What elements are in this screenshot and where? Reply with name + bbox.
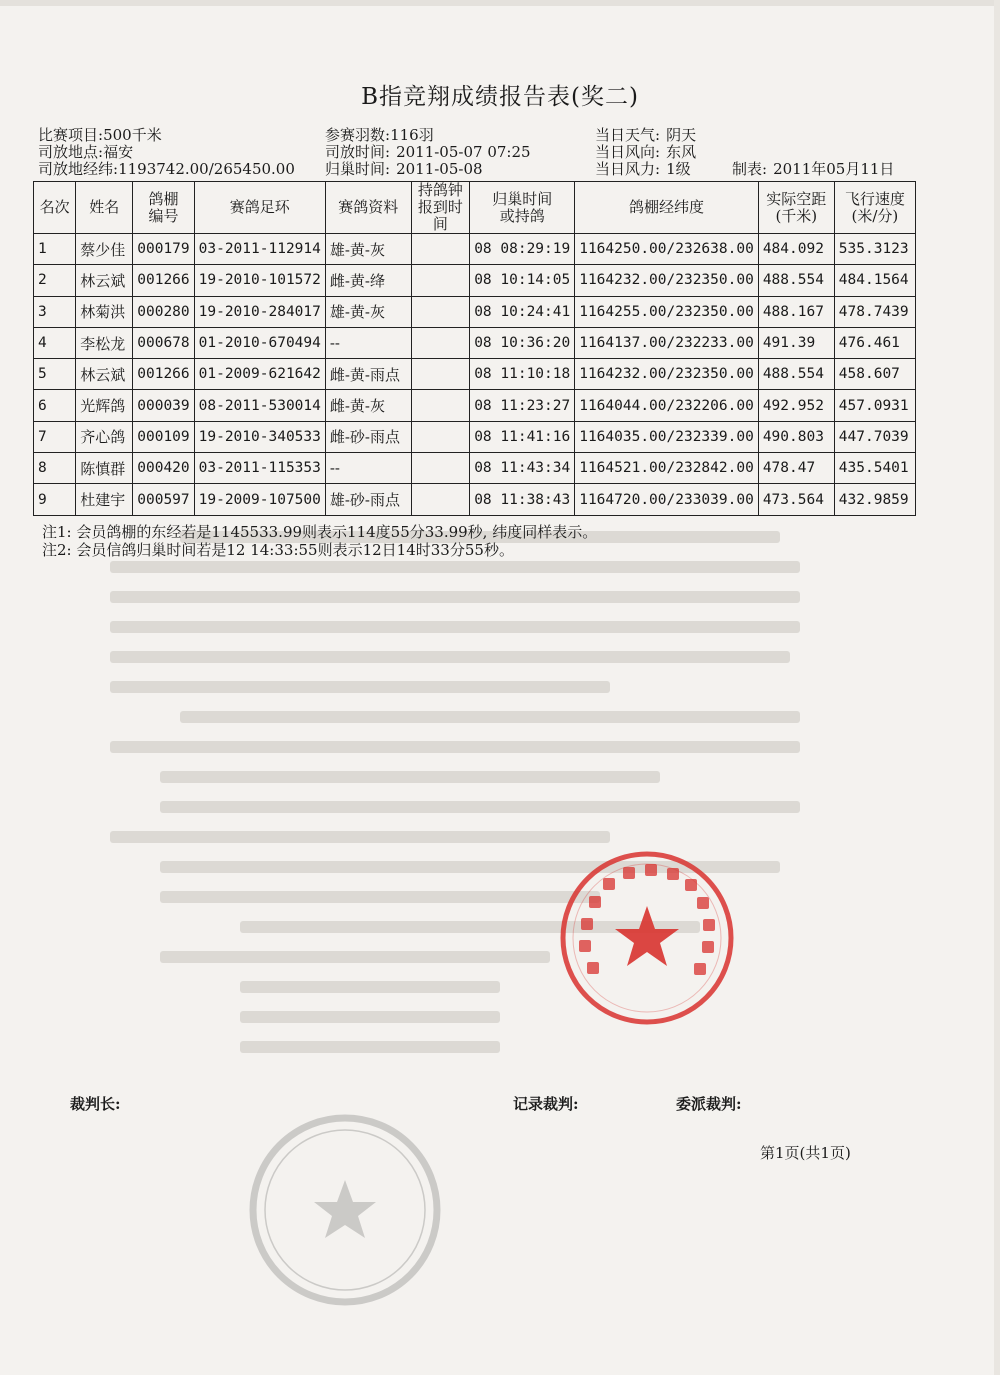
- release-time-label: 司放时间:: [325, 143, 391, 161]
- table-row: [34, 390, 916, 421]
- cell-info: 雄-砂-雨点: [325, 484, 411, 515]
- results-body: [34, 234, 916, 516]
- cell-coords: 1164521.00/232842.00: [575, 453, 759, 484]
- cell-loft: 000597: [133, 484, 194, 515]
- cell-name: 陈慎群: [76, 453, 133, 484]
- cell-speed: 447.7039: [834, 421, 915, 452]
- release-place-label: 司放地点:: [38, 143, 104, 161]
- table-row: [34, 296, 916, 327]
- made-date-info: [732, 158, 894, 179]
- cell-loft: 000179: [133, 234, 194, 265]
- table-row: [34, 484, 916, 515]
- cell-arrival: 08 11:43:34: [470, 453, 575, 484]
- cell-clock: [411, 484, 470, 515]
- weather-value: 阴天: [666, 126, 697, 144]
- cell-arrival: 08 11:41:16: [470, 421, 575, 452]
- header-loft: 鸽棚 编号: [133, 182, 194, 234]
- cell-ring: 03-2011-115353: [194, 453, 325, 484]
- cell-info: --: [325, 327, 411, 358]
- cell-coords: 1164232.00/232350.00: [575, 265, 759, 296]
- cell-dist: 488.554: [758, 359, 834, 390]
- cell-rank: 5: [34, 359, 76, 390]
- cell-clock: [411, 359, 470, 390]
- cell-rank: 9: [34, 484, 76, 515]
- cell-speed: 476.461: [834, 327, 915, 358]
- cell-arrival: 08 08:29:19: [470, 234, 575, 265]
- cell-name: 蔡少佳: [76, 234, 133, 265]
- cell-dist: 484.092: [758, 234, 834, 265]
- cell-loft: 000039: [133, 390, 194, 421]
- distance-value: 500千米: [103, 126, 162, 144]
- cell-loft: 000420: [133, 453, 194, 484]
- cell-rank: 2: [34, 265, 76, 296]
- cell-arrival: 08 10:14:05: [470, 265, 575, 296]
- release-coords-label: 司放地经纬:: [38, 160, 119, 178]
- cell-name: 李松龙: [76, 327, 133, 358]
- cell-name: 林云斌: [76, 265, 133, 296]
- cell-clock: [411, 265, 470, 296]
- page-title: B指竞翔成绩报告表(奖二): [361, 84, 639, 110]
- cell-info: 雌-黄-灰: [325, 390, 411, 421]
- page-number: 第1页(共1页): [760, 1144, 851, 1162]
- wind-force-info: [595, 158, 691, 179]
- return-time-label: 归巢时间:: [325, 160, 391, 178]
- wind-force-value: 1级: [666, 160, 691, 178]
- header-speed: 飞行速度 (米/分): [834, 182, 915, 234]
- cell-coords: 1164137.00/232233.00: [575, 327, 759, 358]
- cell-arrival: 08 10:24:41: [470, 296, 575, 327]
- cell-arrival: 08 10:36:20: [470, 327, 575, 358]
- cell-loft: 000678: [133, 327, 194, 358]
- cell-clock: [411, 327, 470, 358]
- cell-ring: 19-2010-101572: [194, 265, 325, 296]
- cell-coords: 1164720.00/233039.00: [575, 484, 759, 515]
- cell-rank: 4: [34, 327, 76, 358]
- note-2: 注2: 会员信鸽归巢时间若是12 14:33:55则表示12日14时33分55秒。: [42, 541, 514, 559]
- cell-arrival: 08 11:23:27: [470, 390, 575, 421]
- cell-speed: 484.1564: [834, 265, 915, 296]
- cell-rank: 8: [34, 453, 76, 484]
- table-header-row: [34, 182, 916, 234]
- made-label: 制表:: [732, 160, 768, 178]
- table-row: [34, 265, 916, 296]
- cell-clock: [411, 234, 470, 265]
- release-time-value: 2011-05-07 07:25: [396, 143, 531, 161]
- cell-coords: 1164044.00/232206.00: [575, 390, 759, 421]
- appointed-judge-label: 委派裁判:: [676, 1095, 742, 1113]
- release-place-value: 福安: [103, 143, 134, 161]
- table-row: [34, 327, 916, 358]
- distance-label: 比赛项目:: [38, 126, 104, 144]
- header-arrival: 归巢时间 或持鸽: [470, 182, 575, 234]
- cell-dist: 491.39: [758, 327, 834, 358]
- header-distance: 实际空距 (千米): [758, 182, 834, 234]
- recorder-judge-label: 记录裁判:: [513, 1095, 579, 1113]
- cell-clock: [411, 296, 470, 327]
- header-info: 赛鸽资料: [325, 182, 411, 234]
- table-row: [34, 421, 916, 452]
- made-date-value: 2011年05月11日: [773, 160, 895, 178]
- cell-speed: 458.607: [834, 359, 915, 390]
- count-label: 参赛羽数:: [325, 126, 391, 144]
- cell-clock: [411, 453, 470, 484]
- results-table: [33, 181, 916, 516]
- header-coords: 鸽棚经纬度: [575, 182, 759, 234]
- chief-judge-label: 裁判长:: [70, 1095, 121, 1113]
- wind-dir-label: 当日风向:: [595, 143, 661, 161]
- red-seal-icon: [557, 848, 737, 1028]
- count-value: 116羽: [390, 126, 434, 144]
- cell-name: 林菊洪: [76, 296, 133, 327]
- wind-force-label: 当日风力:: [595, 160, 661, 178]
- cell-arrival: 08 11:10:18: [470, 359, 575, 390]
- table-row: [34, 453, 916, 484]
- cell-info: --: [325, 453, 411, 484]
- table-row: [34, 234, 916, 265]
- cell-dist: 473.564: [758, 484, 834, 515]
- wind-dir-value: 东风: [666, 143, 697, 161]
- cell-clock: [411, 390, 470, 421]
- faint-seal-icon: [245, 1110, 445, 1310]
- cell-speed: 535.3123: [834, 234, 915, 265]
- cell-speed: 432.9859: [834, 484, 915, 515]
- cell-rank: 6: [34, 390, 76, 421]
- cell-info: 雌-砂-雨点: [325, 421, 411, 452]
- page-edge: [994, 0, 1000, 1375]
- cell-ring: 01-2010-670494: [194, 327, 325, 358]
- return-time-value: 2011-05-08: [396, 160, 483, 178]
- cell-loft: 001266: [133, 265, 194, 296]
- page-edge: [0, 0, 1000, 6]
- header-clock: 持鸽钟 报到时间: [411, 182, 470, 234]
- cell-name: 齐心鸽: [76, 421, 133, 452]
- release-coords-info: [38, 158, 295, 179]
- cell-coords: 1164250.00/232638.00: [575, 234, 759, 265]
- cell-name: 杜建宇: [76, 484, 133, 515]
- cell-dist: 490.803: [758, 421, 834, 452]
- table-row: [34, 359, 916, 390]
- cell-coords: 1164232.00/232350.00: [575, 359, 759, 390]
- cell-clock: [411, 421, 470, 452]
- cell-loft: 000280: [133, 296, 194, 327]
- cell-ring: 19-2009-107500: [194, 484, 325, 515]
- cell-info: 雄-黄-灰: [325, 234, 411, 265]
- cell-rank: 7: [34, 421, 76, 452]
- cell-ring: 08-2011-530014: [194, 390, 325, 421]
- cell-speed: 478.7439: [834, 296, 915, 327]
- cell-rank: 1: [34, 234, 76, 265]
- cell-ring: 01-2009-621642: [194, 359, 325, 390]
- cell-dist: 492.952: [758, 390, 834, 421]
- header-ring: 赛鸽足环: [194, 182, 325, 234]
- cell-speed: 457.0931: [834, 390, 915, 421]
- cell-arrival: 08 11:38:43: [470, 484, 575, 515]
- cell-info: 雌-黄-雨点: [325, 359, 411, 390]
- header-rank: 名次: [34, 182, 76, 234]
- cell-ring: 03-2011-112914: [194, 234, 325, 265]
- cell-info: 雌-黄-绛: [325, 265, 411, 296]
- cell-ring: 19-2010-284017: [194, 296, 325, 327]
- cell-dist: 478.47: [758, 453, 834, 484]
- cell-speed: 435.5401: [834, 453, 915, 484]
- release-coords-value: 1193742.00/265450.00: [118, 160, 295, 178]
- cell-coords: 1164035.00/232339.00: [575, 421, 759, 452]
- cell-loft: 001266: [133, 359, 194, 390]
- cell-name: 林云斌: [76, 359, 133, 390]
- cell-name: 光辉鸽: [76, 390, 133, 421]
- cell-dist: 488.554: [758, 265, 834, 296]
- header-name: 姓名: [76, 182, 133, 234]
- cell-rank: 3: [34, 296, 76, 327]
- cell-dist: 488.167: [758, 296, 834, 327]
- note-1: 注1: 会员鸽棚的东经若是1145533.99则表示114度55分33.99秒, 纬度同样表示。: [42, 523, 598, 541]
- cell-ring: 19-2010-340533: [194, 421, 325, 452]
- return-time-info: [325, 158, 483, 179]
- cell-info: 雄-黄-灰: [325, 296, 411, 327]
- cell-coords: 1164255.00/232350.00: [575, 296, 759, 327]
- weather-label: 当日天气:: [595, 126, 661, 144]
- cell-loft: 000109: [133, 421, 194, 452]
